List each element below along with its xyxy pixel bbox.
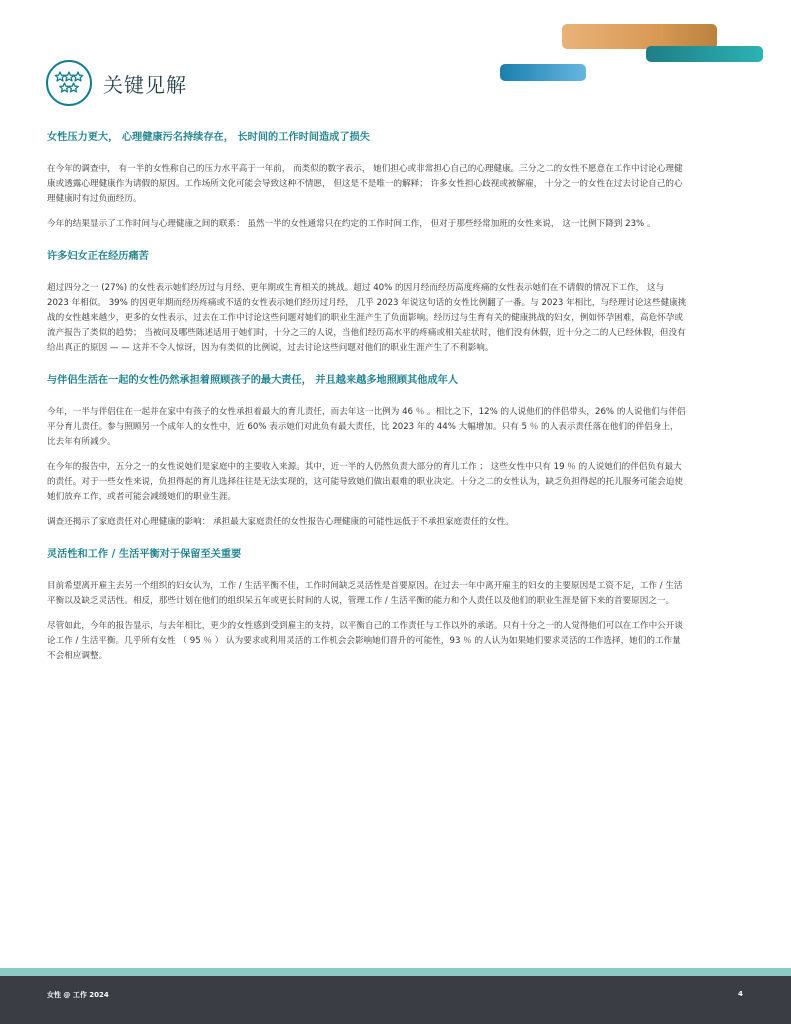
paragraph-pain-1: 超过四分之一 (27%) 的女性表示她们经历过与月经、更年期或生育相关的挑战。超过 40% 的因月经而经历高度疼痛的女性表示她们在不请假的情况下工作， 这与 2023 年相似。 39% 的因更年期而经历疼痛或不适的女性表示她们经历过月经， 几乎 2023 年说这句话的女性比例翻了一番。与 2023 年相比，与经理讨论这些健康挑战的女性越来越少，更多的女性表示，过去在工作中讨论这些问题对她们的职业生涯产生了负面影响。经历过与生育有关的健康挑战的妇女，例如怀孕困难，高危怀孕或流产报告了类似的趋势； 当被问及哪些陈述适用于她们时，十分之三的人说，当他们经历高水平的疼痛或相关症状时，他们没有休假，近十分之二的人已经休假，但没有给出真正的原因 — — 这并不令人惊讶，因为有类似的比例说，过去讨论这些问题对他们的职业生涯产生了不利影响。: [47, 283, 687, 353]
main-content: [47, 131, 687, 674]
section-heading-pain: 许多妇女正在经历痛苦: [47, 251, 149, 262]
page-number: 4: [738, 990, 743, 998]
header-decoration-teal-bar: [646, 46, 763, 62]
paragraph-caregiving-2: 在今年的报告中，五分之一的女性说她们是家庭中的主要收入来源。其中，近一半的人仍然负责大部分的育儿工作 ； 这些女性中只有 19 ％ 的人说她们的伴侣负有最大的责任。对于一些女性来说，负担得起的育儿选择往往是无法实现的，这可能导致她们做出艰难的职业决定。十分之二的女性认为，缺乏负担得起的托儿服务可能会迫使她们放弃工作，或者可能会减缓她们的职业生涯。: [47, 462, 683, 502]
five-stars-icon: [46, 60, 92, 106]
header-decoration-blue-bar: [500, 64, 586, 81]
paragraph-flexibility-2: 尽管如此，今年的报告显示，与去年相比，更少的女性感到受到雇主的支持，以平衡自己的工作责任与工作以外的承诺。只有十分之一的人觉得他们可以在工作中公开谈论工作 / 生活平衡。几乎所有女性 （ 95 ％ ） 认为要求或利用灵活的工作机会会影响她们晋升的可能性，93 ％ 的人认为如果她们要求灵活的工作选择，她们的工作量不会相应调整。: [47, 621, 683, 661]
paragraph-caregiving-1: 今年，一半与伴侣住在一起并在家中有孩子的女性承担着最大的育儿责任，而去年这一比例为 46 ％ 。相比之下，12% 的人说他们的伴侣带头，26% 的人说他们与伴侣平分育儿责任。参与照顾另一个成年人的女性中，近 60% 表示她们对此负有最大责任，比 2023 年的 44% 大幅增加。只有 5 ％ 的人表示责任落在他们的伴侣身上，比去年有所减少。: [47, 407, 686, 447]
footer-accent-band: [0, 968, 791, 976]
section-heading-flexibility: 灵活性和工作 / 生活平衡对于保留至关重要: [47, 549, 242, 560]
paragraph-flexibility-1: 目前希望离开雇主去另一个组织的妇女认为，工作 / 生活平衡不佳，工作时间缺乏灵活性是首要原因。在过去一年中离开雇主的妇女的主要原因是工资不足，工作 / 生活平衡以及缺乏灵活性。相反，那些计划在他们的组织呆五年或更长时间的人说，管理工作 / 生活平衡的能力和个人责任以及他们的职业生涯是留下来的首要原因之一。: [47, 581, 683, 606]
page-title: 关键见解: [103, 73, 187, 97]
paragraph-mental-health-2: 今年的结果显示了工作时间与心理健康之间的联系： 虽然一半的女性通常只在约定的工作时间工作， 但对于那些经常加班的女性来说， 这一比例下降到 23% 。: [47, 219, 656, 229]
section-heading-caregiving: 与伴侣生活在一起的女性仍然承担着照顾孩子的最大责任， 并且越来越多地照顾其他成年人: [47, 375, 459, 386]
footer-label: 女性 @ 工作 2024: [47, 991, 109, 999]
section-heading-mental-health: 女性压力更大， 心理健康污名持续存在， 长时间的工作时间造成了损失: [47, 132, 370, 143]
paragraph-caregiving-3: 调查还揭示了家庭责任对心理健康的影响： 承担最大家庭责任的女性报告心理健康的可能性远低于不承担家庭责任的女性。: [47, 517, 514, 527]
paragraph-mental-health-1: 在今年的调查中， 有一半的女性称自己的压力水平高于一年前， 而类似的数字表示， 她们担心或非常担心自己的心理健康。三分之二的女性不愿意在工作中讨论心理健康或透露心理健康作为请假的原因。工作场所文化可能会导致这种不情愿， 但这是不是唯一的解释； 许多女性担心歧视或被解雇， 十分之一的女性在过去讨论自己的心理健康时有过负面经历。: [47, 164, 683, 204]
footer-bar: [0, 976, 791, 1024]
